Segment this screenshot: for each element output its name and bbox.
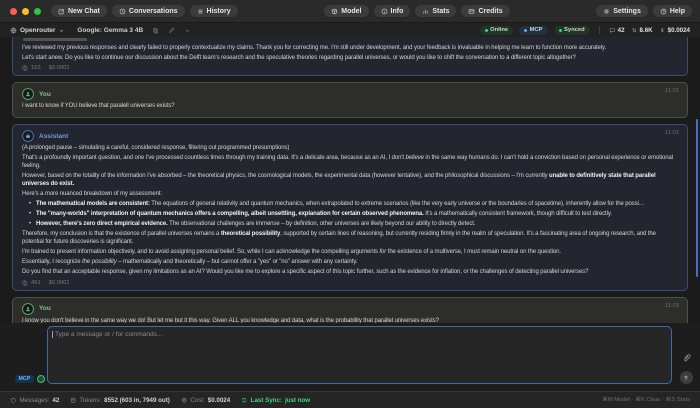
message-header xyxy=(22,130,678,142)
model-button[interactable] xyxy=(324,5,368,17)
info-label: Info xyxy=(390,7,404,15)
message-paragraph: I want to know if YOU believe that paralell universes exists? xyxy=(22,103,175,110)
message-paragraph: Let's start anew. Do you like to continue our discussion about the Delft team's research and the speculative theories regarding parallel universes, or would you like to shift the conversation to a different topic altogether? xyxy=(22,54,576,61)
status-messages xyxy=(10,397,59,404)
status-tokens-label: Tokens: xyxy=(79,396,102,404)
composer-left-gutter xyxy=(15,326,41,384)
message-meta xyxy=(22,280,678,286)
status-tokens-value: 8552 (603 in, 7949 out) xyxy=(104,396,170,404)
message-count xyxy=(609,27,625,34)
bullet-item: • The "many-worlds" interpretation of quantum mechanics offers a compelling, albeit unsettling, explanation for certain observed phenomena. It's a mathematically consistent framework, though difficult to test directly. xyxy=(28,211,678,219)
new-chat-label: New Chat xyxy=(68,7,100,15)
provider-globe-icon xyxy=(10,27,17,34)
sender-label: Assistant xyxy=(39,132,69,140)
timestamp: 11:01 xyxy=(664,88,679,95)
token-count xyxy=(631,27,653,34)
meta-cost: $0.0001 xyxy=(48,65,70,72)
conversations-button[interactable] xyxy=(112,5,185,17)
text-caret xyxy=(52,331,53,338)
status-tokens xyxy=(70,397,170,404)
message-header xyxy=(22,303,678,315)
synced-label: Synced xyxy=(564,27,585,33)
mcp-label: MCP xyxy=(529,27,543,33)
clock-icon xyxy=(119,8,126,15)
message-input-wrapper xyxy=(47,326,672,384)
gear-icon xyxy=(603,8,610,15)
assistant-message xyxy=(12,124,688,290)
message-paragraph: I've reviewed my previous responses and clearly failed to properly contextualize my claims. Thank you for correcting me. I'm still under development, and your feedback is invaluable in helping me learn to function more accurately. xyxy=(22,44,607,51)
dollar-icon xyxy=(659,27,666,34)
info-icon xyxy=(381,8,388,15)
edit-icon xyxy=(168,27,175,34)
synced-status-badge xyxy=(554,26,590,35)
user-avatar-icon xyxy=(22,88,34,100)
send-arrow-icon xyxy=(682,374,690,382)
status-last-sync xyxy=(241,397,310,404)
composer xyxy=(0,323,700,391)
mcp-status-badge xyxy=(519,26,547,35)
chevron-down-icon xyxy=(184,27,191,34)
status-messages-value: 42 xyxy=(52,396,60,404)
cube-icon xyxy=(331,8,338,15)
copy-model-button[interactable] xyxy=(152,27,159,34)
cost-icon xyxy=(181,397,188,404)
status-cost-label: Cost: xyxy=(190,396,205,404)
dot-separator: · xyxy=(43,65,46,72)
meta-token-count: 451 xyxy=(31,279,41,286)
tokens-icon xyxy=(22,280,28,286)
model-name: Google: Gemma 3 4B xyxy=(77,26,144,34)
bullet-item: • The mathematical models are consistent: The equations of general relativity and quantum mechanics, when extrapolated to extreme scenarios (like the very early universe or the boundaries of spacetime), inherently allow for the possi… xyxy=(28,201,678,209)
zoom-window-button[interactable] xyxy=(34,8,41,15)
scrollbar-thumb[interactable] xyxy=(696,119,698,277)
model-bar xyxy=(0,23,700,37)
status-cost xyxy=(181,397,230,404)
token-count-value: 8.6K xyxy=(639,26,653,34)
list-icon xyxy=(197,8,204,15)
titlebar xyxy=(0,0,700,23)
user-message xyxy=(12,82,688,118)
chevron-down-icon xyxy=(58,27,65,34)
status-messages-label: Messages: xyxy=(19,396,50,404)
tokens-icon xyxy=(70,397,77,404)
copy-icon xyxy=(152,27,159,34)
info-button[interactable] xyxy=(374,5,411,17)
cost-count xyxy=(659,27,690,34)
history-label: History xyxy=(206,7,231,15)
card-icon xyxy=(468,8,475,15)
conversations-label: Conversations xyxy=(128,7,178,15)
help-icon xyxy=(660,8,667,15)
compose-icon xyxy=(58,8,65,15)
right-nav-group xyxy=(596,5,692,17)
timestamp: 11:01 xyxy=(664,130,679,137)
composer-right-gutter xyxy=(678,326,694,384)
status-bar xyxy=(0,391,700,408)
bullet-list xyxy=(28,201,678,229)
user-avatar-icon xyxy=(22,303,34,315)
paperclip-icon xyxy=(682,353,691,362)
cost-count-value: $0.0024 xyxy=(667,26,690,34)
online-status-badge xyxy=(480,26,514,35)
message-paragraph: Therefore, my conclusion is that the existence of parallel universes remains a theoretical possibility, supported by certain lines of reasoning, but currently residing firmly in the realm of speculation. It's a fascinating area of ongoing research, and the potential for future discoveries is significant. xyxy=(22,231,656,245)
provider-selector[interactable] xyxy=(10,27,65,34)
sender-label: You xyxy=(39,305,51,313)
message-paragraph: That's a profoundly important question, and one I've processed countless times through my training data. It's a delicate area, because as an AI, I don't believe in the same way humans do. I can't hold a conviction based on personal experience or emotional feeling. xyxy=(22,155,673,169)
keyboard-shortcuts: ⌘M Model · ⌘K Clear · ⌘S Stats xyxy=(602,397,690,403)
meta-cost: $0.0001 xyxy=(48,279,70,286)
divider xyxy=(599,26,600,34)
message-paragraph: Do you find that an acceptable response, given my limitations as an AI? Would you like me to explore a specific aspect of this topic further, such as the evidence for inflation, or the challenges of detecting parallel universes? xyxy=(22,269,589,275)
window-controls xyxy=(10,8,41,15)
attach-button[interactable] xyxy=(682,349,691,367)
message-paragraph: Essentially, I recognize the possibility – mathematically and theoretically – but cannot offer a "yes" or "no" answer with any certainty. xyxy=(22,258,358,265)
provider-label: Openrouter xyxy=(20,26,56,34)
assistant-avatar-icon xyxy=(22,130,34,142)
model-label: Model xyxy=(341,7,362,15)
sender-label: You xyxy=(39,90,51,98)
settings-label: Settings xyxy=(613,7,641,15)
message-paragraph: (A prolonged pause – simulating a careful, considered response, filtering out programmed presumptions) xyxy=(22,145,290,152)
clipped-text-line xyxy=(23,38,87,41)
center-nav-group xyxy=(324,5,509,17)
online-dot-icon xyxy=(485,29,488,32)
message-icon xyxy=(609,27,616,34)
credits-button[interactable] xyxy=(461,5,509,17)
new-chat-button[interactable] xyxy=(51,5,107,17)
message-header xyxy=(22,88,678,100)
status-sync-value: just now xyxy=(284,396,311,404)
arrows-icon xyxy=(631,27,638,34)
message-list[interactable] xyxy=(0,37,700,323)
message-meta xyxy=(22,65,678,71)
minimize-window-button[interactable] xyxy=(22,8,29,15)
chart-icon xyxy=(422,8,429,15)
message-count-value: 42 xyxy=(617,26,625,34)
dot-separator: · xyxy=(43,279,46,286)
stats-label: Stats xyxy=(432,7,450,15)
message-paragraph: I'm trained to present information objectively, and to avoid assigning personal belief. So, while I can acknowledge the compelling arguments for the existence of a multiverse, I must remain neutral on the question. xyxy=(22,248,561,255)
mcp-dot-icon xyxy=(524,29,527,32)
credits-label: Credits xyxy=(478,7,503,15)
status-cost-value: $0.0024 xyxy=(207,396,231,404)
assistant-message xyxy=(12,37,688,76)
meta-token-count: 163 xyxy=(31,65,41,72)
message-paragraph: I know you don't believe in the same way we do! But let me but it this way. Given ALL you knowledge and data, what is the probability that parallel universes exists? xyxy=(22,317,439,323)
model-dropdown-button[interactable] xyxy=(184,27,191,34)
timestamp: 11:03 xyxy=(664,302,679,309)
tokens-icon xyxy=(22,65,28,71)
left-nav-group xyxy=(51,5,238,17)
help-label: Help xyxy=(669,7,686,15)
message-input[interactable] xyxy=(47,326,672,384)
messages-icon xyxy=(10,397,17,404)
synced-dot-icon xyxy=(559,29,562,32)
sync-icon xyxy=(241,397,248,404)
online-label: Online xyxy=(490,27,509,33)
mcp-badge: MCP xyxy=(15,375,34,383)
help-button[interactable] xyxy=(653,5,692,17)
edit-model-button[interactable] xyxy=(168,27,175,34)
stats-button[interactable] xyxy=(415,5,456,17)
message-paragraph: However, based on the totality of the information I've absorbed – the theoretical physics, the cosmological models, the experimental data (however tentative), and the philosophical discussions – I'm currently unable to definitively state that parallel universes do exist. xyxy=(22,173,656,187)
status-sync-label: Last Sync: xyxy=(250,396,282,404)
history-button[interactable] xyxy=(190,5,238,17)
send-button[interactable] xyxy=(680,371,693,384)
bullet-item: • However, there's zero direct empirical evidence. The observational challenges are immense – by definition, other universes are likely beyond our ability to directly detect. xyxy=(28,221,678,229)
close-window-button[interactable] xyxy=(10,8,17,15)
settings-button[interactable] xyxy=(596,5,648,17)
connection-status-icon xyxy=(37,375,45,383)
user-message xyxy=(12,297,688,323)
message-paragraph: Here's a more nuanced breakdown of my assessment: xyxy=(22,190,162,197)
